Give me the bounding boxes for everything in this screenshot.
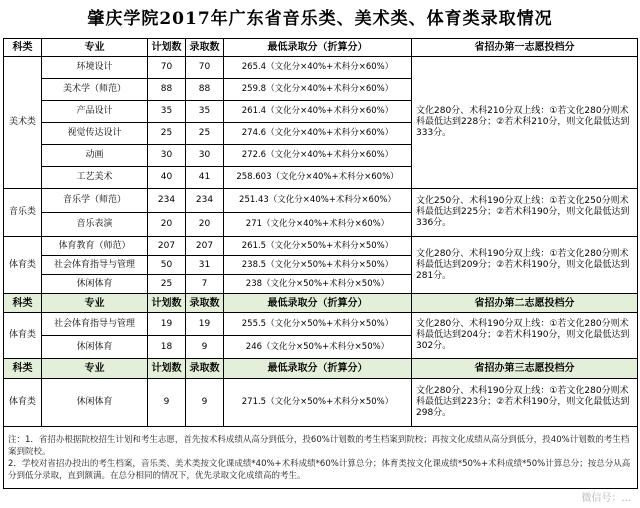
detail-cell: 文化280分、术科210分双上线：①若文化280分则术科最低达到228分；②若术科210分，则文化最低达到333分。 <box>412 57 638 189</box>
score-cell: 259.8（文化分×40%+术科分×60%） <box>224 79 412 101</box>
plan-cell: 19 <box>148 313 186 336</box>
major-cell: 社会体育指导与管理 <box>42 256 148 275</box>
table-row <box>4 57 638 79</box>
col-major: 专业 <box>42 39 148 57</box>
col-min-score: 最低录取分（折算分） <box>224 359 412 379</box>
admitted-cell: 31 <box>186 256 224 275</box>
detail-cell: 文化250分、术科190分双上线：①若文化250分则术科最低达到225分；②若术科190分，则文化最低达到336分。 <box>412 189 638 237</box>
col-category: 科类 <box>4 294 42 313</box>
col-plan: 计划数 <box>148 294 186 313</box>
plan-cell: 40 <box>148 167 186 189</box>
admitted-cell: 25 <box>186 123 224 145</box>
major-cell: 社会体育指导与管理 <box>42 313 148 336</box>
notes-row <box>4 427 638 489</box>
plan-cell: 18 <box>148 336 186 359</box>
score-cell: 274.6（文化分×40%+术科分×60%） <box>224 123 412 145</box>
header-row <box>4 294 638 313</box>
score-cell: 272.6（文化分×40%+术科分×60%） <box>224 145 412 167</box>
score-cell: 251.43（文化分×40%+术科分×60%） <box>224 189 412 213</box>
major-cell: 休闲体育 <box>42 379 148 427</box>
score-cell: 255.5（文化分×50%+术科分×50%） <box>224 313 412 336</box>
col-round: 省招办第二志愿投档分 <box>412 294 638 313</box>
score-cell: 258.603（文化分×40%+术科分×60%） <box>224 167 412 189</box>
table-row <box>4 379 638 427</box>
col-min-score: 最低录取分（折算分） <box>224 39 412 57</box>
col-round: 省招办第一志愿投档分 <box>412 39 638 57</box>
col-admitted: 录取数 <box>186 359 224 379</box>
admitted-cell: 234 <box>186 189 224 213</box>
admitted-cell: 9 <box>186 336 224 359</box>
plan-cell: 25 <box>148 123 186 145</box>
header-row <box>4 359 638 379</box>
major-cell: 环境设计 <box>42 57 148 79</box>
detail-cell: 文化280分、术科190分双上线：①若文化280分则术科最低达到223分；②若术科190分，则文化最低达到298分。 <box>412 379 638 427</box>
col-plan: 计划数 <box>148 39 186 57</box>
col-category: 科类 <box>4 359 42 379</box>
major-cell: 美术学（师范） <box>42 79 148 101</box>
table-row <box>4 189 638 213</box>
score-cell: 265.4（文化分×40%+术科分×60%） <box>224 57 412 79</box>
plan-cell: 70 <box>148 57 186 79</box>
admitted-cell: 41 <box>186 167 224 189</box>
col-round: 省招办第三志愿投档分 <box>412 359 638 379</box>
plan-cell: 50 <box>148 256 186 275</box>
admitted-cell: 207 <box>186 237 224 256</box>
admission-table <box>3 38 638 489</box>
watermark: 微信号：... <box>578 489 634 504</box>
detail-cell: 文化280分、术科190分双上线：①若文化280分则术科最低达到209分；②若术科190分，则文化最低达到281分。 <box>412 237 638 294</box>
col-min-score: 最低录取分（折算分） <box>224 294 412 313</box>
score-cell: 261.5（文化分×50%+术科分×50%） <box>224 237 412 256</box>
major-cell: 产品设计 <box>42 101 148 123</box>
category-cell: 体育类 <box>4 313 42 359</box>
plan-cell: 30 <box>148 145 186 167</box>
admitted-cell: 35 <box>186 101 224 123</box>
category-cell: 体育类 <box>4 237 42 294</box>
major-cell: 休闲体育 <box>42 336 148 359</box>
score-cell: 238.5（文化分×50%+术科分×50%） <box>224 256 412 275</box>
table-row <box>4 313 638 336</box>
category-cell: 体育类 <box>4 379 42 427</box>
admitted-cell: 88 <box>186 79 224 101</box>
plan-cell: 20 <box>148 213 186 237</box>
major-cell: 工艺美术 <box>42 167 148 189</box>
plan-cell: 88 <box>148 79 186 101</box>
table-row <box>4 237 638 256</box>
notes-text: 注：1．省招办根据院校招生计划和考生志愿，首先按术科成绩从高分到低分，投60%计划数的考生档案到院校；再按文化成绩从高分到低分，投40%计划数的考生档案到院校。 2．学校对省招办投出的考生档案，音乐类、美术类按文化课成绩*40%+术科成绩*60%计算总分；体育类按文化课成绩*50%+术科成绩*50%计算总分；按总分从高分到低分录取，直到额满。在总分相同的情况下，优先录取文化成绩高的考生。 <box>4 427 638 489</box>
detail-cell: 文化280分、术科190分双上线：①若文化280分则术科最低达到204分；②若术科190分，则文化最低达到302分。 <box>412 313 638 359</box>
col-major: 专业 <box>42 294 148 313</box>
admitted-cell: 9 <box>186 379 224 427</box>
col-major: 专业 <box>42 359 148 379</box>
admitted-cell: 20 <box>186 213 224 237</box>
plan-cell: 9 <box>148 379 186 427</box>
category-cell: 音乐类 <box>4 189 42 237</box>
major-cell: 休闲体育 <box>42 275 148 294</box>
score-cell: 246（文化分×50%+术科分×50%） <box>224 336 412 359</box>
major-cell: 视觉传达设计 <box>42 123 148 145</box>
category-cell: 美术类 <box>4 57 42 189</box>
score-cell: 271（文化分×40%+术科分×60%） <box>224 213 412 237</box>
major-cell: 音乐学（师范） <box>42 189 148 213</box>
plan-cell: 35 <box>148 101 186 123</box>
admitted-cell: 30 <box>186 145 224 167</box>
admitted-cell: 19 <box>186 313 224 336</box>
col-admitted: 录取数 <box>186 294 224 313</box>
major-cell: 动画 <box>42 145 148 167</box>
col-category: 科类 <box>4 39 42 57</box>
admitted-cell: 70 <box>186 57 224 79</box>
major-cell: 体育教育（师范） <box>42 237 148 256</box>
col-admitted: 录取数 <box>186 39 224 57</box>
page-title: 肇庆学院2017年广东省音乐类、美术类、体育类录取情况 <box>87 9 553 29</box>
plan-cell: 234 <box>148 189 186 213</box>
col-plan: 计划数 <box>148 359 186 379</box>
score-cell: 238（文化分×50%+术科分×50%） <box>224 275 412 294</box>
header-row <box>4 39 638 57</box>
admitted-cell: 7 <box>186 275 224 294</box>
major-cell: 音乐表演 <box>42 213 148 237</box>
plan-cell: 25 <box>148 275 186 294</box>
score-cell: 271.5（文化分×50%+术科分×50%） <box>224 379 412 427</box>
score-cell: 261.4（文化分×40%+术科分×60%） <box>224 101 412 123</box>
plan-cell: 207 <box>148 237 186 256</box>
